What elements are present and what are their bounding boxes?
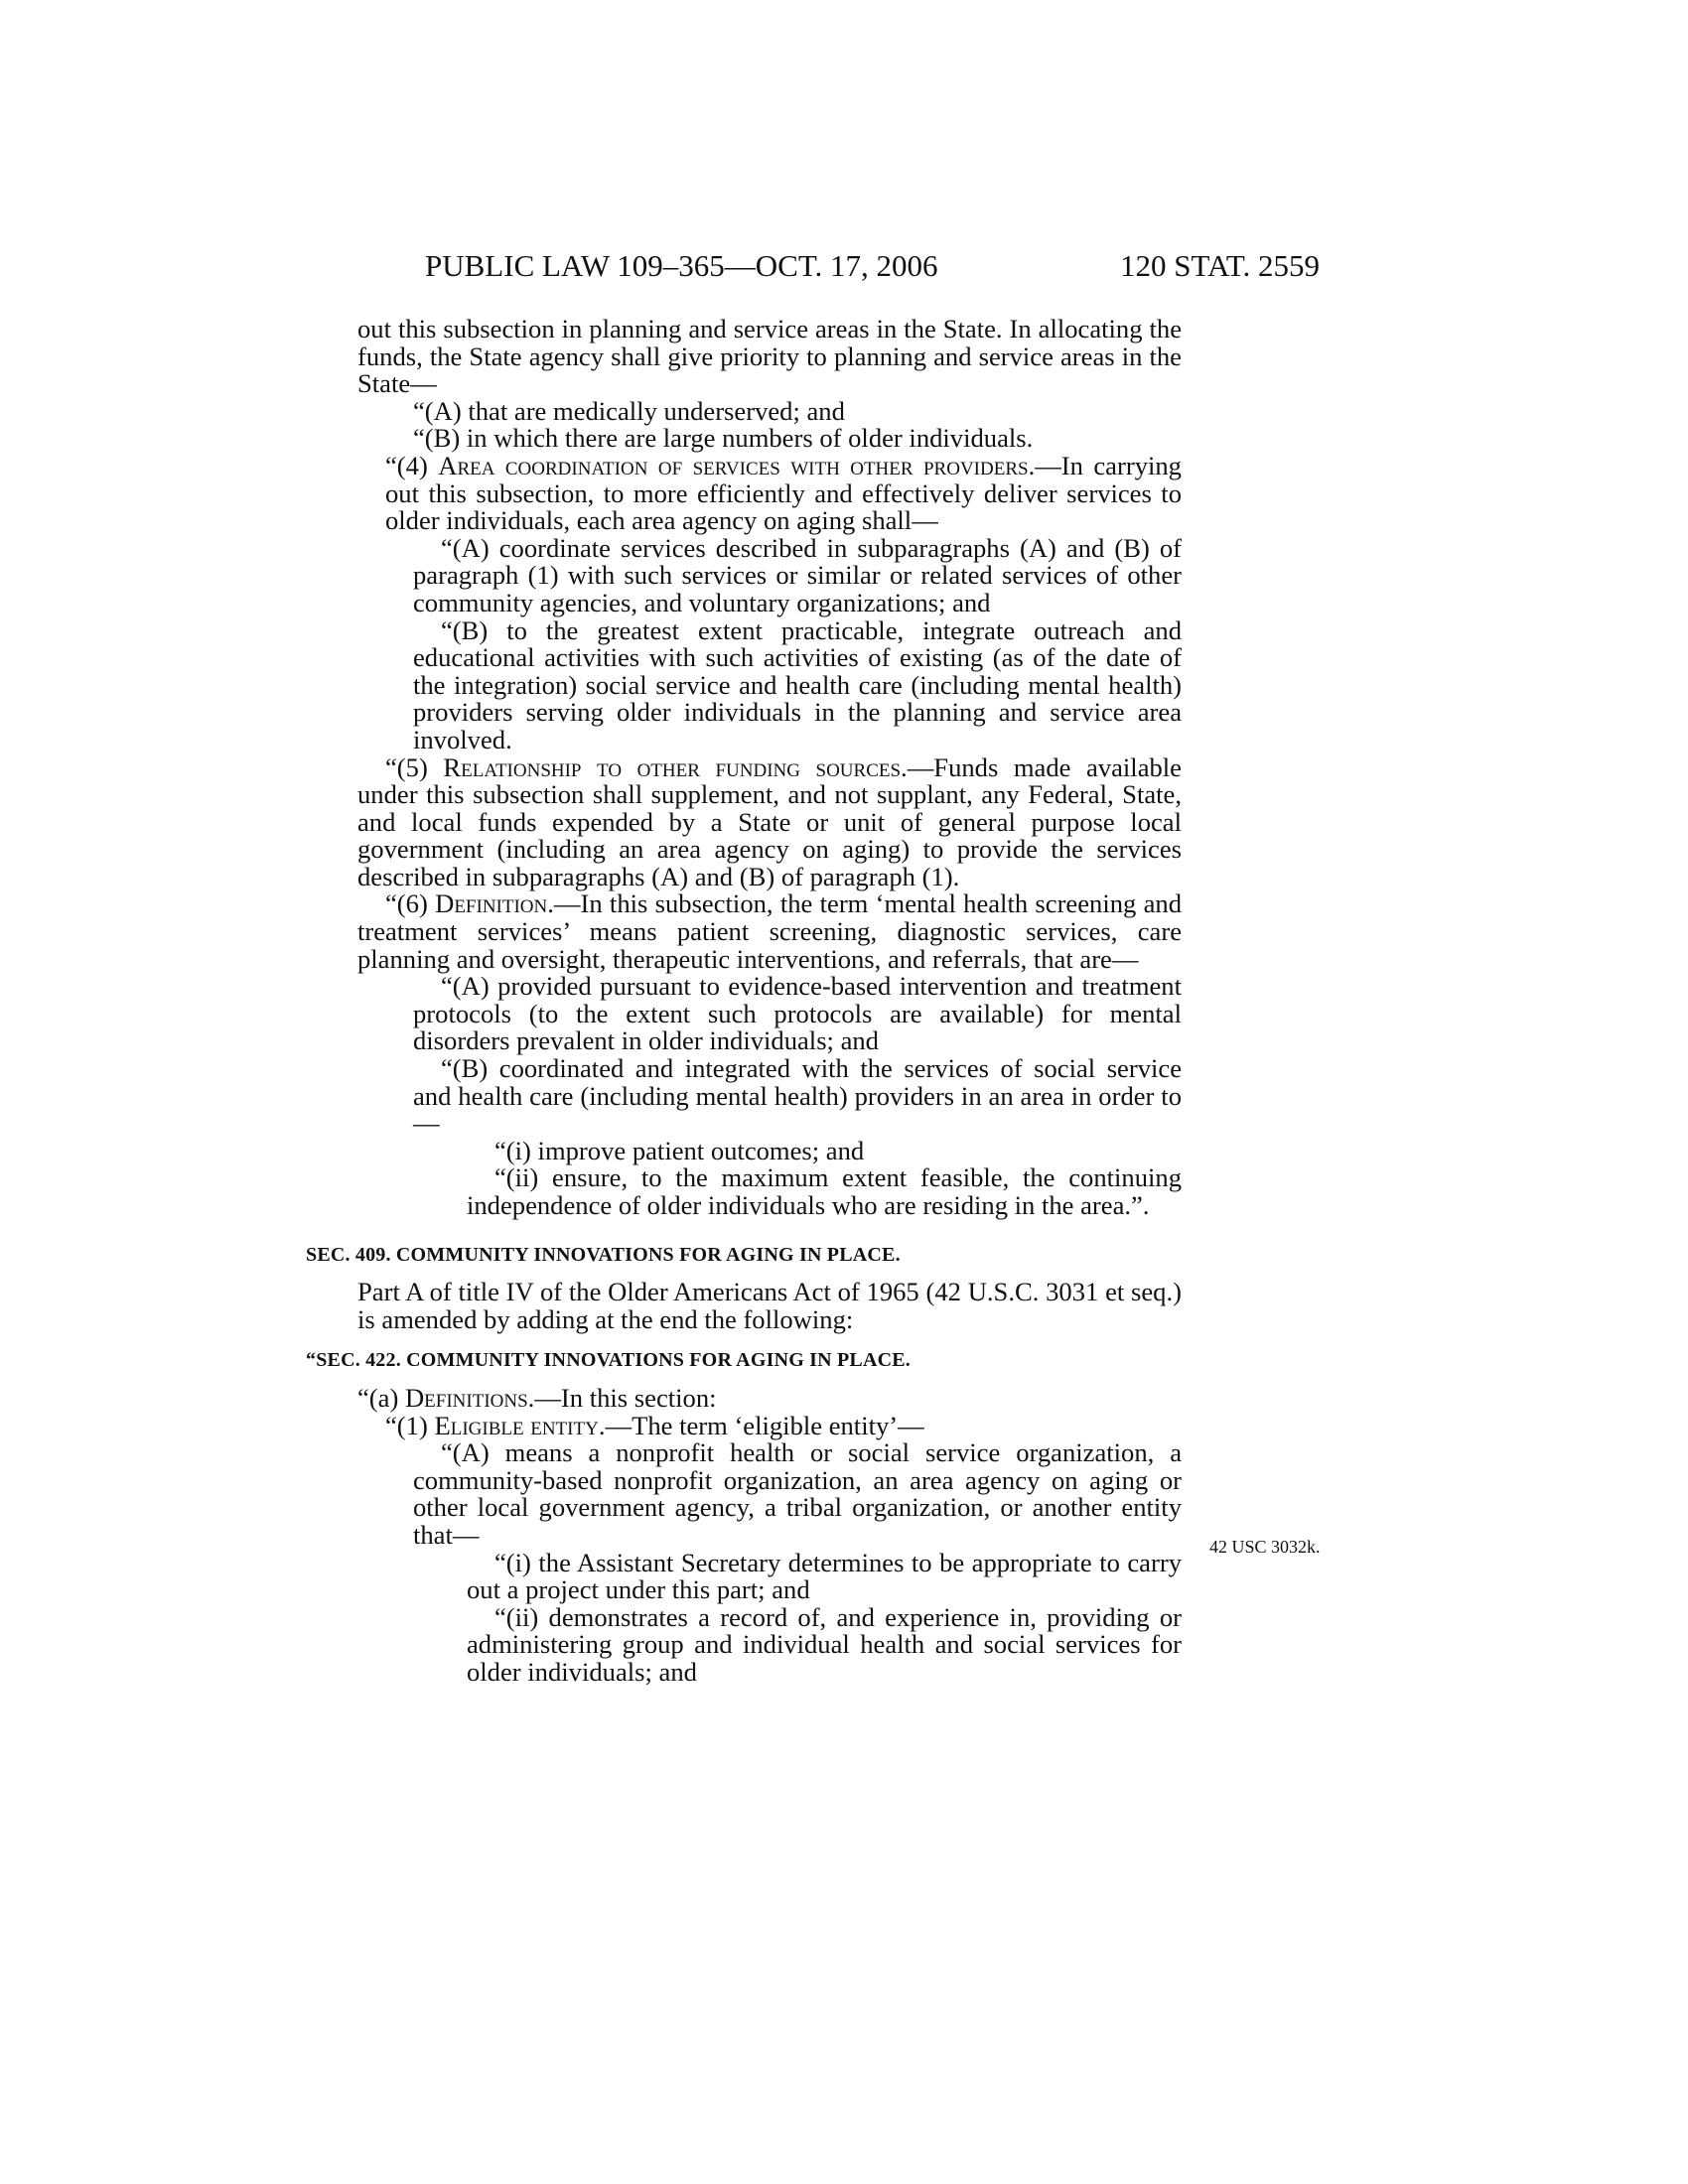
section-409-text-body: Part A of title IV of the Older Americans Act of 1965 (42 U.S.C. 3031 et seq.) is amended by adding at the end the following: [357,1277,1182,1334]
paragraph-1-lead: “(1) [385,1410,435,1440]
section-heading-422: “SEC. 422. COMMUNITY INNOVATIONS FOR AGING IN PLACE. [306,1349,911,1372]
clause-ii [357,1601,1182,1687]
header-title: PUBLIC LAW 109–365—OCT. 17, 2006 [425,248,938,283]
clause-i-text: “(i) the Assistant Secretary determines to be appropriate to carry out a project under this part; and [467,1547,1182,1605]
paragraph-4-a-text: “(A) coordinate services described in subparagraphs (A) and (B) of paragraph (1) with such services or similar or related services of other community agencies, and voluntary organizations; and [413,532,1182,617]
paragraph-6-a [357,973,1182,1055]
section-heading-409: SEC. 409. COMMUNITY INNOVATIONS FOR AGING IN PLACE. [306,1243,901,1266]
clause-i [357,1547,1182,1605]
paragraph-6-lead: “(6) [385,888,436,919]
margin-citation: 42 USC 3032k. [1209,1537,1321,1557]
paragraph-6-heading: Definition [435,888,548,919]
paragraph-sub-b-text: “(B) in which there are large numbers of older individuals. [413,423,1034,454]
page-body [306,314,1183,1687]
section-409-text [357,1279,1182,1333]
paragraph-4-lead: “(4) [385,450,439,480]
paragraph: out this subsection in planning and service areas in the State. In allocating the funds, the State agency shall give priority to planning and service areas in the State— [357,314,1182,399]
paragraph-6-b-ii-text: “(ii) ensure, to the maximum extent feasible, the continuing independence of older individuals who are residing in the area.”. [467,1162,1182,1220]
paragraph-5-heading: Relationship to other funding sources [443,751,902,782]
paragraph-4-heading: Area coordination of services with other providers [438,450,1029,480]
paragraph-5 [357,751,1182,891]
paragraph-4 [357,450,1182,536]
paragraph-1-heading: Eligible entity [434,1410,599,1440]
paragraph-6-b-ii [357,1164,1182,1219]
subsection-a-text: .—In this section: [527,1382,717,1413]
paragraph-6-b-i-text: “(i) improve patient outcomes; and [494,1135,865,1165]
subparagraph-A [357,1439,1182,1549]
paragraph-6 [357,890,1182,973]
paragraph-sub-b [357,425,1182,453]
paragraph-4-b [357,614,1182,754]
paragraph-6-b-i [357,1135,1182,1165]
subparagraph-A-text: “(A) means a nonprofit health or social service organization, a community-based nonprofit organization, an area agency on aging or other local government agency, a tribal organization, or another entity that— [413,1437,1182,1550]
paragraph-4-text: .—In carrying out this subsection, to more efficiently and effectively deliver services to older individuals, each area agency on aging shall— [385,450,1182,536]
header-page-number: 120 STAT. 2559 [1120,248,1321,283]
subsection-a [357,1382,1182,1413]
paragraph-5-text: .—Funds made available under this subsection shall supplement, and not supplant, any Federal, State, and local funds expended by a State or unit of general purpose local government (including an area agency on aging) to provide the services described in subparagraphs (A) and (B) of paragraph (1). [357,751,1182,891]
subsection-a-heading: Definitions [404,1382,528,1413]
paragraph-sub-a: “(A) that are medically underserved; and [413,395,845,426]
paragraph-4-a [357,532,1182,617]
paragraph-5-lead: “(5) [385,751,444,782]
running-header [0,246,1688,290]
paragraph-4-b-text: “(B) to the greatest extent practicable, integrate outreach and educational activities with such activities of existing (as of the date of the integration) social service and health care (including mental health) providers serving older individuals in the planning and service area involved. [413,614,1182,754]
paragraph-1-eligible-entity [357,1410,1182,1440]
paragraph-6-b-text: “(B) coordinated and integrated with the services of social service and health care (including mental health) providers in an area in order to— [413,1053,1182,1139]
subsection-a-lead: “(a) [357,1382,405,1413]
paragraph-6-text: .—In this subsection, the term ‘mental health screening and treatment services’ means patient screening, diagnostic services, care planning and oversight, therapeutic interventions, and referrals, that are— [357,888,1183,974]
paragraph-1-text: .—The term ‘eligible entity’— [598,1410,924,1440]
paragraph-6-b [357,1055,1182,1138]
clause-ii-text: “(ii) demonstrates a record of, and experience in, providing or administering group and individual health and social services for older individuals; and [467,1601,1182,1687]
paragraph-6-a-text: “(A) provided pursuant to evidence-based intervention and treatment protocols (to the extent such protocols are available) for mental disorders prevalent in older individuals; and [413,971,1182,1056]
